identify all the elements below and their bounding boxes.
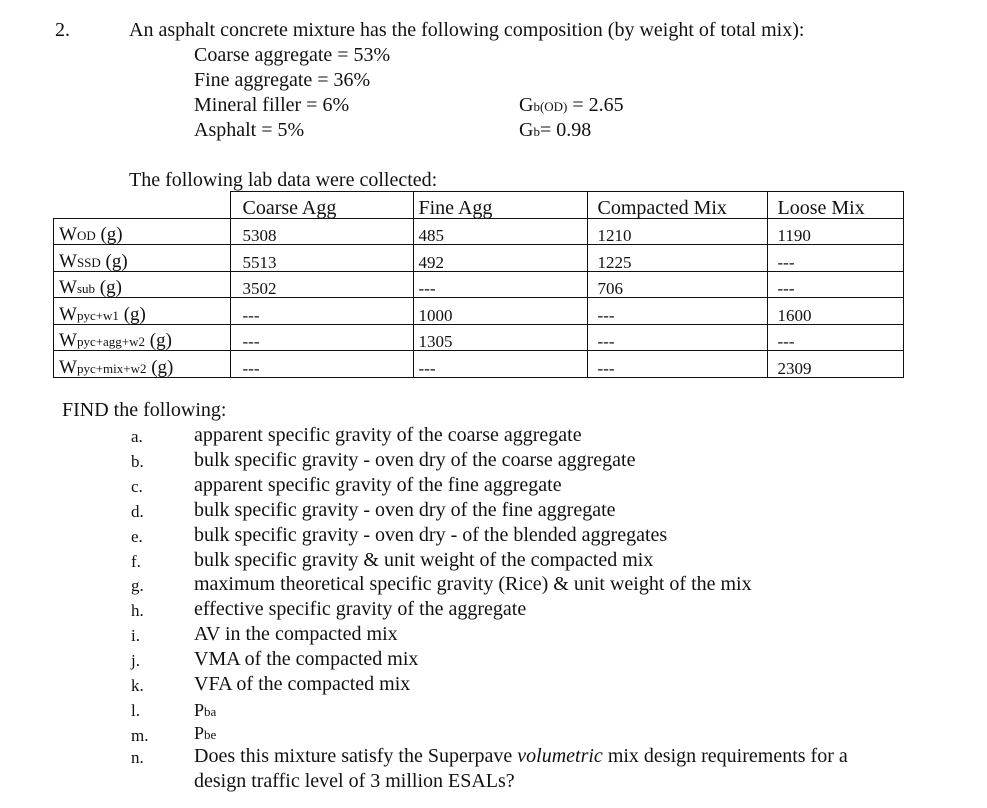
table-row	[54, 245, 904, 272]
table-header-cell: Fine Agg	[413, 192, 587, 219]
item-letter: j.	[131, 651, 140, 670]
table-row	[54, 298, 904, 325]
table-cell: ---	[587, 351, 767, 378]
table-cell: ---	[767, 324, 903, 351]
table-cell: ---	[230, 351, 413, 378]
list-item: bulk specific gravity - oven dry of the fine aggregate	[194, 499, 616, 521]
item-letter: d.	[131, 502, 144, 521]
table-cell: 485	[413, 218, 587, 245]
table-header-cell	[54, 192, 231, 219]
table-cell: 5513	[230, 245, 413, 272]
composition-coarse: Coarse aggregate = 53%	[194, 44, 391, 66]
table-cell: 5308	[230, 218, 413, 245]
table-cell: ---	[767, 271, 903, 298]
problem-number: 2.	[55, 19, 70, 41]
table-cell: 1000	[413, 298, 587, 325]
item-letter: e.	[131, 527, 143, 546]
composition-asphalt: Asphalt = 5%	[194, 119, 305, 141]
list-item: effective specific gravity of the aggregate	[194, 598, 527, 620]
list-item: AV in the compacted mix	[194, 623, 398, 645]
item-letter: g.	[131, 576, 144, 595]
table-cell: 3502	[230, 271, 413, 298]
row-label: WSSD (g)	[54, 245, 231, 272]
list-item: apparent specific gravity of the fine aggregate	[194, 474, 562, 496]
list-item: Pba	[194, 700, 217, 720]
table-header-cell: Coarse Agg	[230, 192, 413, 219]
table-cell: ---	[230, 298, 413, 325]
list-item: apparent specific gravity of the coarse aggregate	[194, 424, 582, 446]
table-cell: ---	[230, 324, 413, 351]
table-header-cell: Compacted Mix	[587, 192, 767, 219]
row-label: Wpyc+w1 (g)	[54, 298, 231, 325]
list-item: VFA of the compacted mix	[194, 673, 411, 695]
table-cell: 706	[587, 271, 767, 298]
gravity-gb: Gb= 0.98	[519, 119, 592, 141]
list-item-continuation: design traffic level of 3 million ESALs?	[194, 770, 515, 792]
item-letter: n.	[131, 748, 144, 767]
item-letter: a.	[131, 427, 143, 446]
list-item: bulk specific gravity & unit weight of the compacted mix	[194, 549, 654, 571]
item-letter: m.	[131, 726, 149, 745]
list-item: Pbe	[194, 723, 217, 743]
table-row	[54, 351, 904, 378]
row-label: WOD (g)	[54, 218, 231, 245]
item-letter: k.	[131, 676, 144, 695]
table-cell: ---	[413, 271, 587, 298]
find-heading: FIND the following:	[62, 399, 227, 421]
table-row	[54, 218, 904, 245]
table-cell: 1600	[767, 298, 903, 325]
table-cell: ---	[767, 245, 903, 272]
gravity-gb-od: Gb(OD) = 2.65	[519, 94, 624, 116]
table-cell: 1305	[413, 324, 587, 351]
row-label: Wsub (g)	[54, 271, 231, 298]
item-letter: f.	[131, 552, 141, 571]
lab-data-table	[53, 191, 904, 378]
list-item: Does this mixture satisfy the Superpave volumetric mix design requirements for a	[194, 745, 848, 767]
list-item: bulk specific gravity - oven dry - of the blended aggregates	[194, 524, 668, 546]
item-letter: h.	[131, 601, 144, 620]
item-letter: l.	[131, 701, 140, 720]
table-cell: ---	[587, 324, 767, 351]
problem-intro: An asphalt concrete mixture has the following composition (by weight of total mix):	[129, 19, 805, 41]
list-item: VMA of the compacted mix	[194, 648, 419, 670]
table-cell: 1210	[587, 218, 767, 245]
table-cell: 2309	[767, 351, 903, 378]
table-cell: ---	[413, 351, 587, 378]
list-item: maximum theoretical specific gravity (Rice) & unit weight of the mix	[194, 573, 752, 595]
row-label: Wpyc+agg+w2 (g)	[54, 324, 231, 351]
table-header-cell: Loose Mix	[767, 192, 903, 219]
row-label: Wpyc+mix+w2 (g)	[54, 351, 231, 378]
table-cell: 1225	[587, 245, 767, 272]
table-cell: ---	[587, 298, 767, 325]
table-header-row	[54, 192, 904, 219]
item-letter: c.	[131, 477, 143, 496]
table-row	[54, 324, 904, 351]
item-letter: i.	[131, 626, 140, 645]
item-letter: b.	[131, 452, 144, 471]
table-cell: 1190	[767, 218, 903, 245]
lab-intro: The following lab data were collected:	[129, 169, 438, 191]
table-row	[54, 271, 904, 298]
composition-fine: Fine aggregate = 36%	[194, 69, 371, 91]
table-cell: 492	[413, 245, 587, 272]
composition-filler: Mineral filler = 6%	[194, 94, 350, 116]
list-item: bulk specific gravity - oven dry of the coarse aggregate	[194, 449, 636, 471]
